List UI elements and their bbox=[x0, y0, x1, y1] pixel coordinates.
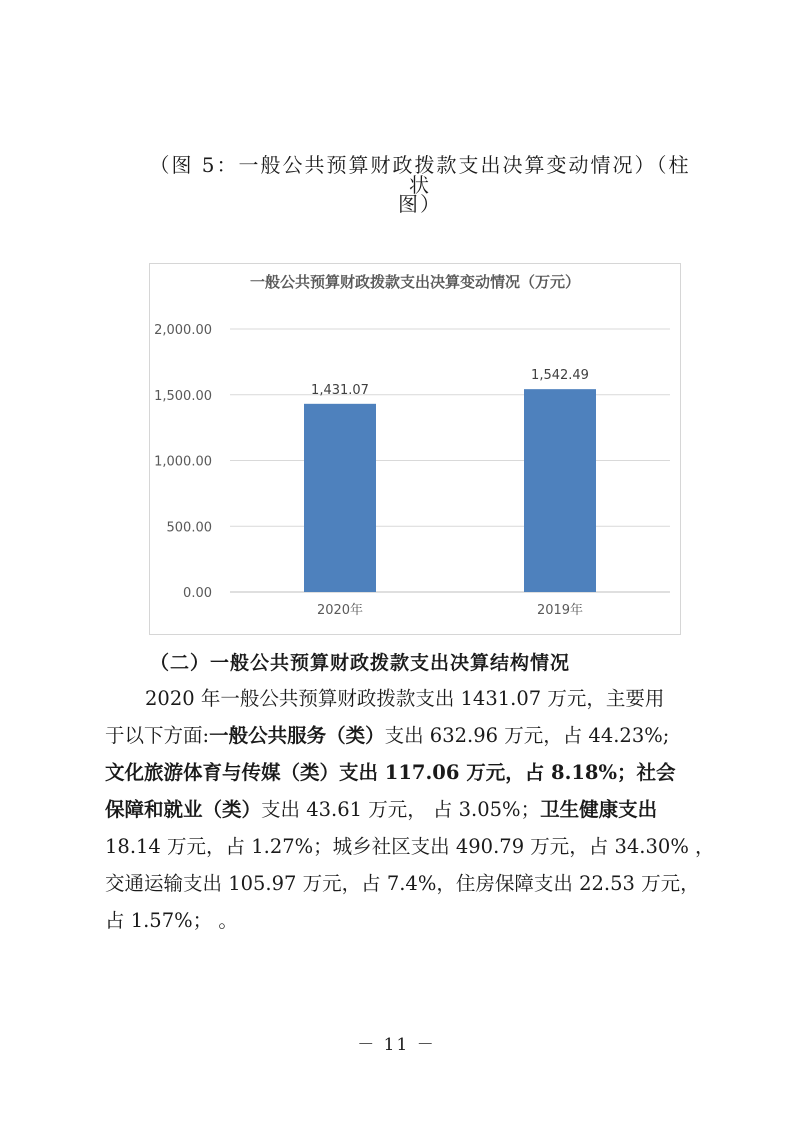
bold-segment: 一般公共服务（类） bbox=[209, 724, 385, 747]
paragraph-line-3 bbox=[105, 754, 695, 791]
section-heading: （二）一般公共预算财政拨款支出决算结构情况 bbox=[150, 652, 571, 674]
text-segment: 于以下方面: bbox=[105, 724, 210, 747]
bold-segment: 卫生健康支出 bbox=[540, 798, 658, 821]
x-tick-label: 2020年 bbox=[316, 603, 364, 618]
bar bbox=[524, 389, 596, 592]
y-tick-label: 0.00 bbox=[183, 586, 212, 601]
bar-chart bbox=[149, 263, 681, 635]
y-tick-label: 1,000.00 bbox=[154, 454, 212, 470]
paragraph-line-7: 占 1.57%； 。 bbox=[105, 909, 238, 932]
x-tick-label: 2019年 bbox=[536, 603, 584, 618]
chart-svg bbox=[150, 264, 680, 634]
figure-caption-line1: （图 5：一般公共预算财政拨款支出决算变动情况）（柱状 bbox=[149, 153, 691, 197]
y-tick-label: 1,500.00 bbox=[154, 388, 212, 404]
paragraph-line-1: 2020 年一般公共预算财政拨款支出 1431.07 万元，主要用 bbox=[145, 687, 665, 710]
bold-segment: 保障和就业（类） bbox=[105, 798, 262, 821]
y-tick-label: 2,000.00 bbox=[154, 323, 212, 338]
figure-caption-line2: 图） bbox=[398, 192, 442, 216]
y-tick-label: 500.00 bbox=[166, 520, 212, 536]
paragraph-line-6: 交通运输支出 105.97 万元，占 7.4%，住房保障支出 22.53 万元， bbox=[105, 872, 700, 895]
body-paragraph bbox=[105, 680, 715, 939]
text-segment: 支出 43.61 万元， 占 3.05%； bbox=[261, 798, 541, 821]
paragraph-line-2 bbox=[105, 717, 695, 754]
paragraph-line-4 bbox=[105, 791, 695, 828]
paragraph-line-5: 18.14 万元，占 1.27%；城乡社区支出 490.79 万元，占 34.30% ， bbox=[105, 835, 715, 858]
page-number: － 11 － bbox=[357, 1035, 436, 1055]
text-segment: 支出 632.96 万元，占 44.23%; bbox=[384, 724, 670, 747]
bar bbox=[304, 404, 376, 592]
data-label: 1,431.07 bbox=[311, 382, 369, 398]
bold-segment: 文化旅游体育与传媒（类）支出 117.06 万元，占 8.18%；社会 bbox=[105, 761, 676, 784]
chart-title: 一般公共预算财政拨款支出决算变动情况（万元） bbox=[249, 273, 581, 291]
data-label: 1,542.49 bbox=[531, 368, 589, 384]
